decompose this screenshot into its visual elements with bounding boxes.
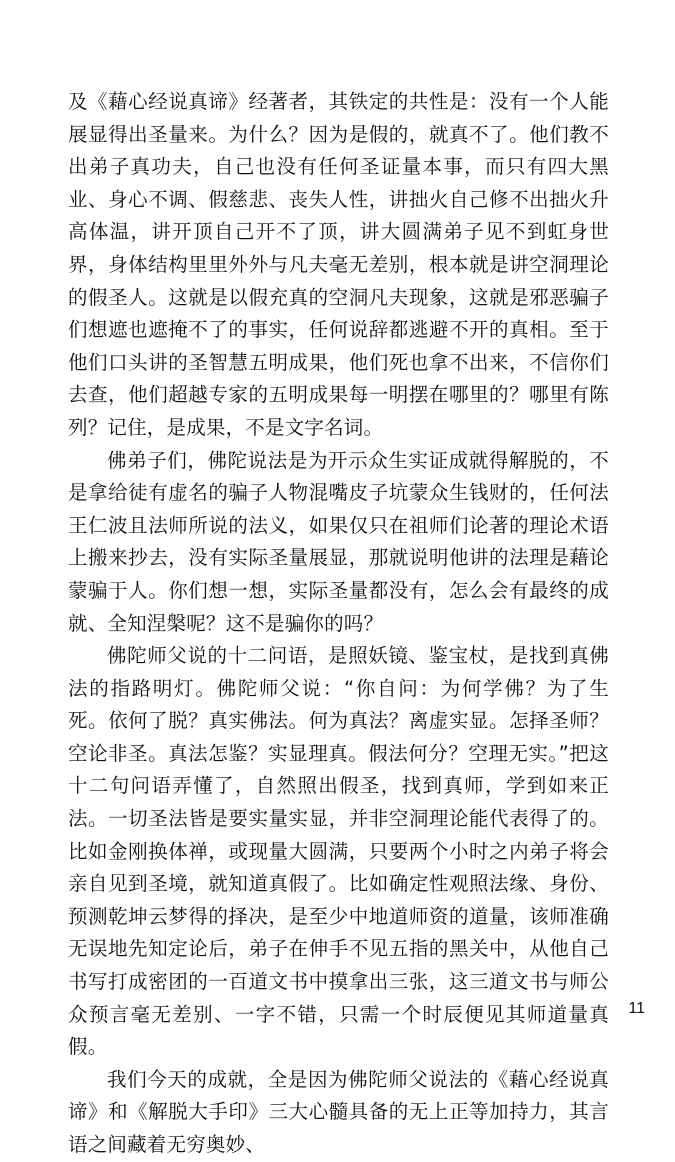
page-body <box>68 86 609 1162</box>
paragraph-2: 佛弟子们，佛陀说法是为开示众生实证成就得解脱的，不是拿给徒有虚名的骗子人物混嘴皮子坑蒙众生钱财的，任何法王仁波且法师所说的法义，如果仅只在祖师们论著的理论术语上搬来抄去，没有实际圣量展显，那就说明他讲的法理是藉论蒙骗于人。你们想一想，实际圣量都没有，怎么会有最终的成就、全知涅槃呢？这不是骗你的吗？ <box>68 448 609 635</box>
paragraph-4: 我们今天的成就，全是因为佛陀师父说法的《藉心经说真谛》和《解脱大手印》三大心髓具备的无上正等加持力，其言语之间藏着无穷奥妙、 <box>68 1067 609 1156</box>
paragraph-1: 及《藉心经说真谛》经著者，其铁定的共性是：没有一个人能展显得出圣量来。为什么？因为是假的，就真不了。他们教不出弟子真功夫，自己也没有任何圣证量本事，而只有四大黑业、身心不调、假慈悲、丧失人性，讲拙火自己修不出拙火升高体温，讲开顶自己开不了顶，讲大圆满弟子见不到虹身世界，身体结构里里外外与凡夫毫无差别，根本就是讲空洞理论的假圣人。这就是以假充真的空洞凡夫现象，这就是邪恶骗子们想遮也遮掩不了的事实，任何说辞都逃避不开的真相。至于他们口头讲的圣智慧五明成果，他们死也拿不出来，不信你们去查，他们超越专家的五明成果每一明摆在哪里的？哪里有陈列？记住，是成果，不是文字名词。 <box>68 90 609 439</box>
paragraph-3: 佛陀师父说的十二问语，是照妖镜、鉴宝杖，是找到真佛法的指路明灯。佛陀师父说：“你自问：为何学佛？为了生死。依何了脱？真实佛法。何为真法？离虚实显。怎择圣师？空论非圣。真法怎鉴？实显理真。假法何分？空理无实。”把这十二句问语弄懂了，自然照出假圣，找到真师，学到如来正法。一切圣法皆是要实量实显，并非空洞理论能代表得了的。比如金刚换体禅，或现量大圆满，只要两个小时之内弟子将会亲自见到圣境，就知道真假了。比如确定性观照法缘、身份、预测乾坤云梦得的择决，是至少中地道师资的道量，该师准确无误地先知定论后，弟子在伸手不见五指的黑关中，从他自己书写打成密团的一百道文书中摸拿出三张，这三道文书与师公众预言毫无差别、一字不错，只需一个时辰便见其师道量真假。 <box>68 644 609 1059</box>
page-number: 11 <box>628 1000 645 1017</box>
